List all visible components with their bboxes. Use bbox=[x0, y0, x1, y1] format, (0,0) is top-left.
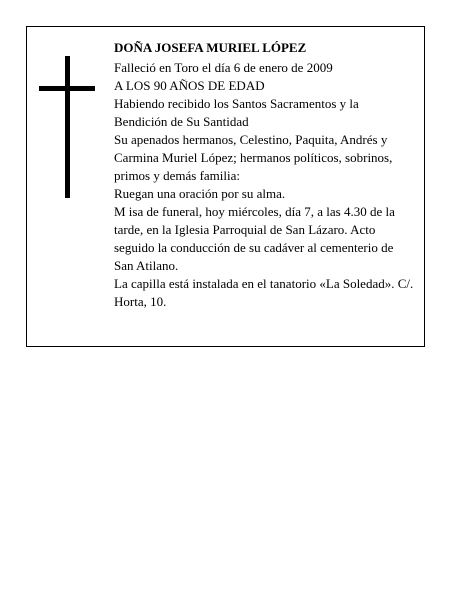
prayer-line: Ruegan una oración por su alma. bbox=[114, 186, 286, 201]
deceased-name: DOÑA JOSEFA MURIEL LÓPEZ bbox=[114, 40, 307, 55]
sacraments-line: Habiendo recibido los Santos Sacramentos y la Bendición de Su Santidad bbox=[114, 96, 359, 129]
death-date-line: Falleció en Toro el día 6 de enero de 2009 bbox=[114, 60, 333, 75]
notice-body bbox=[114, 39, 414, 311]
age-line: A LOS 90 AÑOS DE EDAD bbox=[114, 78, 265, 93]
cross-vertical-bar bbox=[65, 56, 70, 198]
funeral-line: M isa de funeral, hoy miércoles, día 7, a las 4.30 de la tarde, en la Iglesia Parroquial de San Lázaro. Acto seguido la conducción de su cadáver al cementerio de San Atilano. bbox=[114, 204, 395, 273]
cross-icon bbox=[39, 56, 95, 198]
family-line: Su apenados hermanos, Celestino, Paquita, Andrés y Carmina Muriel López; hermanos políticos, sobrinos, primos y demás familia: bbox=[114, 132, 393, 183]
chapel-line: La capilla está instalada en el tanatorio «La Soledad». C/. Horta, 10. bbox=[114, 276, 414, 309]
obituary-notice bbox=[26, 26, 425, 347]
cross-horizontal-bar bbox=[39, 86, 95, 91]
